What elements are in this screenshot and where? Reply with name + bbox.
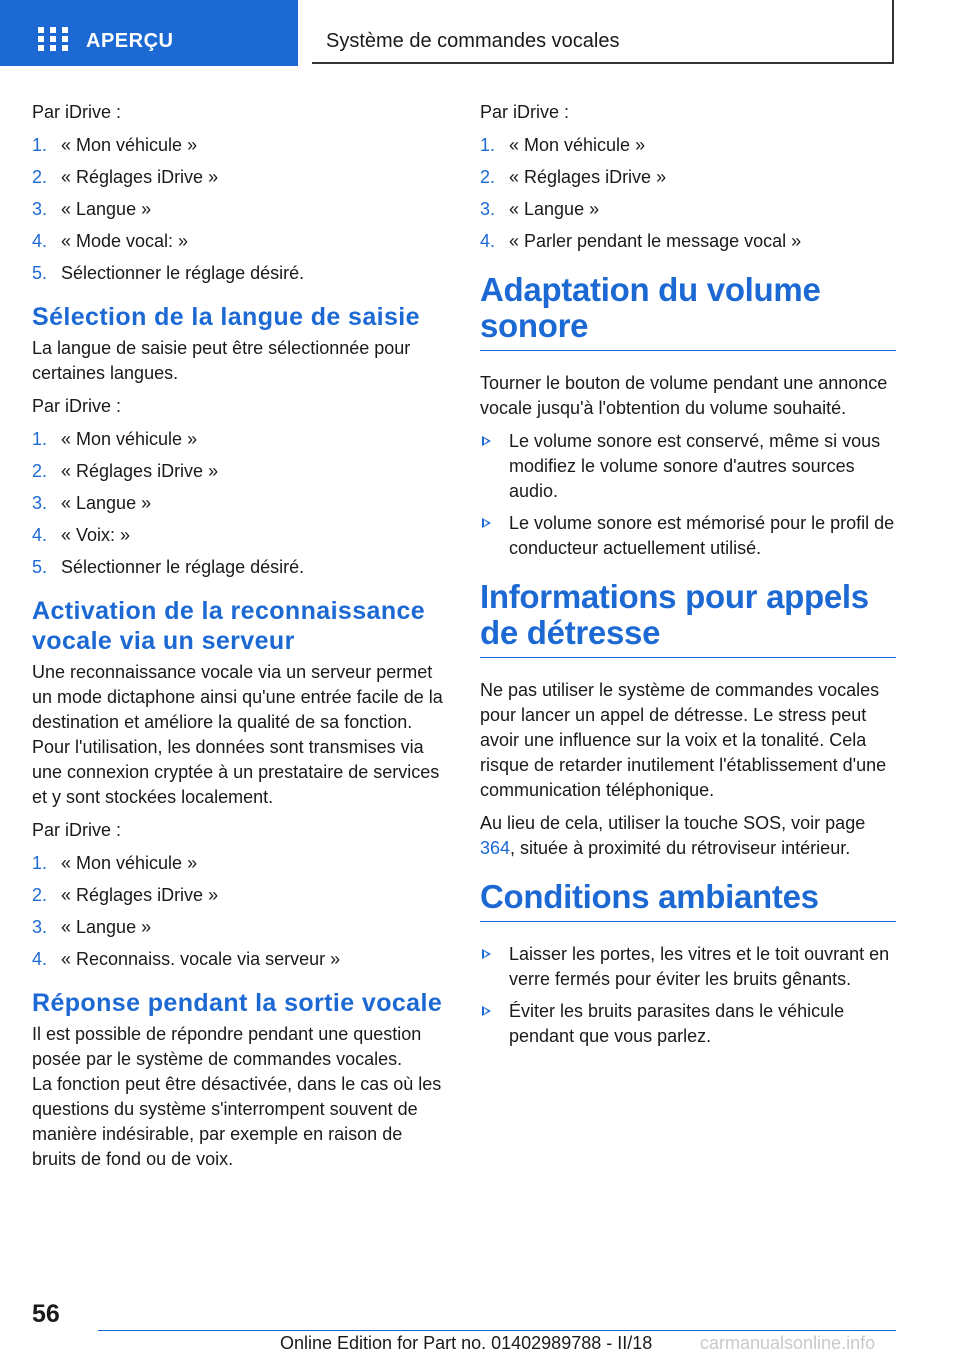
list-item: 2. « Réglages iDrive » <box>32 461 219 481</box>
list-item: 4. « Voix: » <box>32 525 131 545</box>
list-item: 4. « Reconnaiss. vocale via serveur » <box>32 949 341 969</box>
left-column <box>32 100 448 1180</box>
list-item: 3. « Langue » <box>480 199 600 219</box>
page-number: 56 <box>32 1300 60 1328</box>
heading-reponse-sortie-vocale: Réponse pendant la sortie vocale <box>32 989 443 1017</box>
overview-tab[interactable] <box>0 0 298 66</box>
list-item: 5. Sélectionner le réglage désiré. <box>32 557 305 577</box>
list-item: 3. « Langue » <box>32 199 152 219</box>
triangle-bullet-icon <box>482 436 491 446</box>
triangle-bullet-icon <box>482 949 491 959</box>
list-item: Le volume sonore est mémorisé pour le profil de conducteur actuellement utilisé. <box>480 511 896 561</box>
list-item: 1. « Mon véhicule » <box>32 429 198 449</box>
paragraph: Il est possible de répondre pendant une question posée par le système de commandes vocales. <box>32 1024 422 1069</box>
list-item: 4. « Mode vocal: » <box>32 231 189 251</box>
steps-list-mode-vocal <box>32 133 448 286</box>
footer-watermark: carmanualsonline.info <box>700 1333 876 1353</box>
list-item: Le volume sonore est conservé, même si vous modifiez le volume sonore d'autres sources audio. <box>480 429 896 504</box>
paragraph-sos: Au lieu de cela, utiliser la touche SOS, voir page 364, située à proximité du rétroviseur intérieur. <box>480 813 866 858</box>
list-item: 2. « Réglages iDrive » <box>32 167 219 187</box>
triangle-bullet-icon <box>482 1006 491 1016</box>
footer-divider <box>98 1330 896 1331</box>
paragraph: Ne pas utiliser le système de commandes vocales pour lancer un appel de détresse. Le stress peut avoir une influence sur la voix et la tonalité. Cela risque de retarder inutilement l'établissement d'une communication téléphonique. <box>480 680 887 800</box>
via-idrive-text: Par iDrive : <box>32 820 122 840</box>
page-header <box>0 0 960 66</box>
heading-langue-saisie: Sélection de la langue de saisie <box>32 303 420 331</box>
list-item: 5. Sélectionner le réglage désiré. <box>32 263 305 283</box>
list-item: 1. « Mon véhicule » <box>480 135 646 155</box>
steps-list-voix <box>32 427 448 580</box>
list-item: 1. « Mon véhicule » <box>32 853 198 873</box>
heading-reconnaissance-serveur: Activation de la reconnaissance vocale via un serveur <box>32 597 426 655</box>
list-item: 4. « Parler pendant le message vocal » <box>480 231 802 251</box>
triangle-bullet-icon <box>482 518 491 528</box>
list-item: Éviter les bruits parasites dans le véhicule pendant que vous parlez. <box>480 999 896 1049</box>
list-item: 3. « Langue » <box>32 493 152 513</box>
via-idrive-text: Par iDrive : <box>480 102 570 122</box>
page-364-link[interactable]: 364 <box>480 838 511 858</box>
paragraph: La langue de saisie peut être sélectionnée pour certaines langues. <box>32 338 411 383</box>
via-idrive-text: Par iDrive : <box>32 102 122 122</box>
heading-appels-detresse: Informations pour appels de détresse <box>480 579 896 658</box>
bullets-volume <box>480 429 896 561</box>
paragraph: Tourner le bouton de volume pendant une annonce vocale jusqu'à l'obtention du volume souhaité. <box>480 373 888 418</box>
list-item: Laisser les portes, les vitres et le toit ouvrant en verre fermés pour éviter les bruits gênants. <box>480 942 896 992</box>
bullets-conditions <box>480 942 896 1049</box>
list-item: 2. « Réglages iDrive » <box>480 167 667 187</box>
chapter-tab[interactable] <box>312 0 894 64</box>
overview-tab-label: APERÇU <box>86 30 174 52</box>
heading-adaptation-volume: Adaptation du volume sonore <box>480 272 896 351</box>
heading-conditions-ambiantes: Conditions ambiantes <box>480 879 896 922</box>
chapter-title: Système de commandes vocales <box>326 30 620 52</box>
footer-edition: Online Edition for Part no. 01402989788 - II/18 <box>280 1333 653 1353</box>
steps-list-parler <box>480 133 896 254</box>
right-column <box>480 100 896 1056</box>
list-item: 3. « Langue » <box>32 917 152 937</box>
list-item: 1. « Mon véhicule » <box>32 135 198 155</box>
paragraph: La fonction peut être désactivée, dans le cas où les questions du système s'interrompent souvent de manière indésirable, par exemple en raison de bruits de fond ou de voix. <box>32 1074 442 1169</box>
list-item: 2. « Réglages iDrive » <box>32 885 219 905</box>
paragraph: Une reconnaissance vocale via un serveur permet un mode dictaphone ainsi qu'une entrée facile de la destination et améliore la qualité de sa fonction. Pour l'utilisation, les données sont transmises via une connexion cryptée à un prestataire de services et y sont stockées localement. <box>32 662 443 807</box>
steps-list-reconnaissance <box>32 851 448 972</box>
via-idrive-text: Par iDrive : <box>32 396 122 416</box>
grid-icon <box>38 27 68 51</box>
